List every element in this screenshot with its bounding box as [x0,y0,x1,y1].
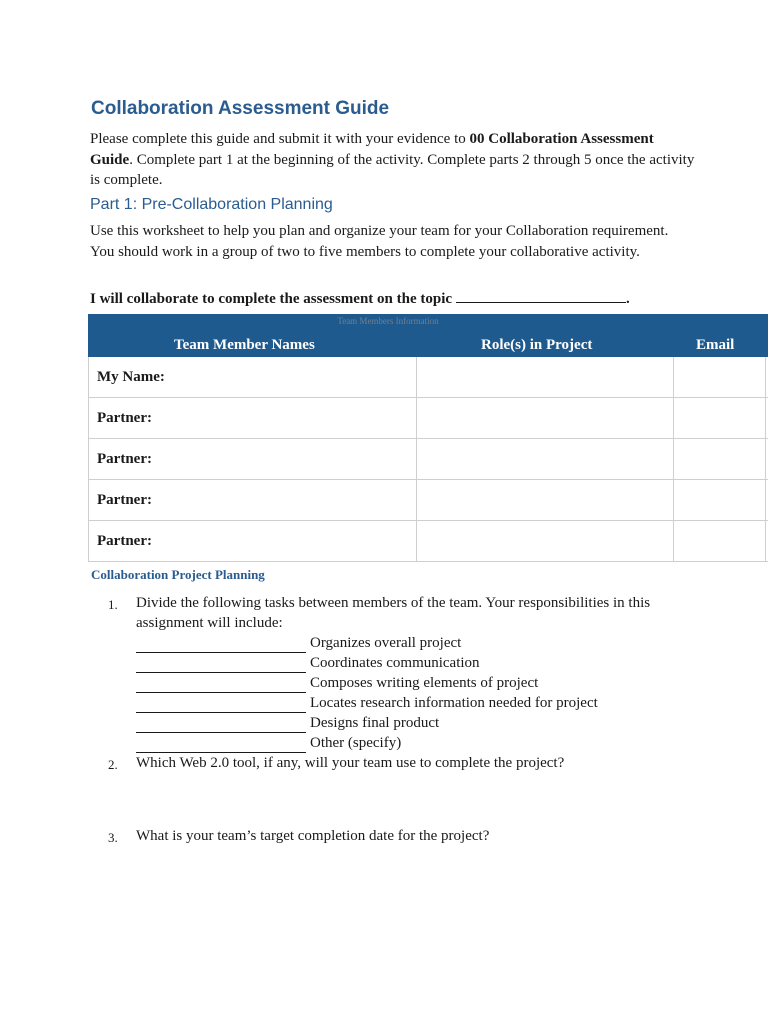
list-item [108,826,656,850]
header-email: Email [696,337,735,353]
task-blank[interactable] [136,717,306,733]
task-line [136,733,656,753]
task-blank[interactable] [136,657,306,673]
part1-heading: Part 1: Pre-Collaboration Planning [90,196,333,213]
collab-end: . [626,291,630,307]
row-label: My Name: [97,369,165,385]
table-header [88,314,768,357]
task-label: Organizes overall project [310,635,462,651]
header-roles: Role(s) in Project [481,337,593,353]
table-caption: Team Members Information [337,316,439,326]
intro-bold-ref: 00 Collaboration Assessment Guide [90,131,654,168]
list-item [108,593,656,753]
intro-paragraph [90,129,700,191]
item-number: 1. [108,597,118,612]
intro-text-b: . Complete part 1 at the beginning of the activity. Complete parts 2 through 5 once the activity is complete. [90,151,695,188]
task-line [136,713,656,733]
task-line [136,653,656,673]
task-label: Designs final product [310,715,440,731]
task-blank[interactable] [136,637,306,653]
project-planning-heading: Collaboration Project Planning [91,567,265,582]
page-title: Collaboration Assessment Guide [91,98,390,119]
topic-blank[interactable] [456,288,626,303]
part1-paragraph: Use this worksheet to help you plan and organize your team for your Collaboration requirement. You should work in a group of two to five members to complete your collaborative activity. [90,223,669,260]
collab-topic-line [90,288,630,308]
task-blank[interactable] [136,697,306,713]
table-row [88,480,768,521]
list-item [108,753,656,826]
task-line [136,693,656,713]
row-label: Partner: [97,533,152,549]
row-label: Partner: [97,451,152,467]
table-row [88,398,768,439]
table-row [88,439,768,480]
item-text: What is your team’s target completion date for the project? [136,828,490,844]
item-number: 3. [108,830,118,845]
team-members-table [88,314,768,562]
table-row [88,357,768,398]
task-list [136,633,656,753]
task-label: Composes writing elements of project [310,675,539,691]
task-label: Other (specify) [310,735,402,751]
row-label: Partner: [97,492,152,508]
task-line [136,673,656,693]
item-text: Divide the following tasks between members of the team. Your responsibilities in this assignment will include: [136,595,651,631]
row-label: Partner: [97,410,152,426]
item-number: 2. [108,757,118,772]
planning-list [108,593,656,850]
task-blank[interactable] [136,737,306,753]
task-label: Coordinates communication [310,655,480,671]
intro-text-a: Please complete this guide and submit it with your evidence to [90,131,470,147]
header-team-member-names: Team Member Names [174,337,315,353]
table-row [88,521,768,562]
task-label: Locates research information needed for project [310,695,598,711]
task-line [136,633,656,653]
task-blank[interactable] [136,677,306,693]
item-text: Which Web 2.0 tool, if any, will your team use to complete the project? [136,755,565,771]
collab-statement: I will collaborate to complete the assessment on the topic [90,291,453,307]
